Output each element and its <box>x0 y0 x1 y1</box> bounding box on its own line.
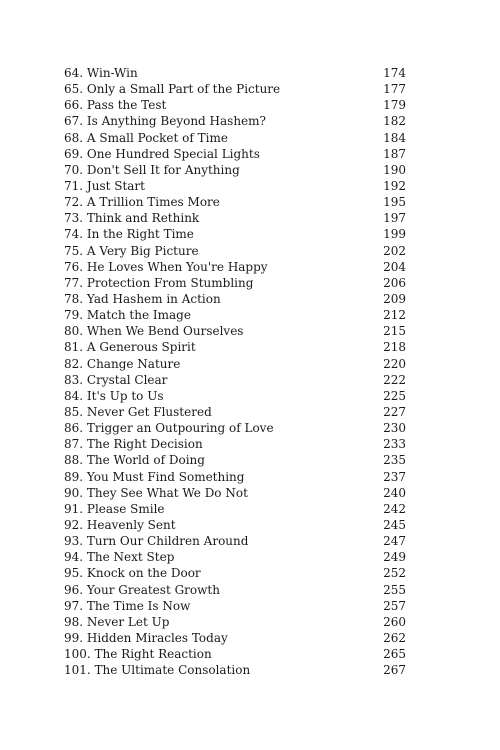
toc-entry-title: 96. Your Greatest Growth <box>64 582 220 597</box>
toc-entry <box>64 291 406 307</box>
toc-entry-page-number: 190 <box>383 162 406 177</box>
toc-entry <box>64 65 406 81</box>
toc-entry-page-number: 204 <box>383 259 406 274</box>
toc-entry-page-number: 267 <box>383 663 406 678</box>
toc-entry-title: 101. The Ultimate Consolation <box>64 663 251 678</box>
toc-entry <box>64 452 406 468</box>
toc-entry-title: 90. They See What We Do Not <box>64 485 248 500</box>
toc-entry-page-number: 255 <box>383 582 406 597</box>
toc-entry <box>64 323 406 339</box>
toc-entry-page-number: 202 <box>383 243 406 258</box>
toc-entry-page-number: 212 <box>383 308 406 323</box>
toc-entry-title: 84. It's Up to Us <box>64 388 164 403</box>
toc-entry-page-number: 227 <box>383 404 406 419</box>
toc-entry-title: 95. Knock on the Door <box>64 566 201 581</box>
toc-entry <box>64 517 406 533</box>
toc-entry-title: 70. Don't Sell It for Anything <box>64 162 240 177</box>
toc-entry <box>64 146 406 162</box>
toc-entry-page-number: 252 <box>383 566 406 581</box>
toc-entry-page-number: 265 <box>383 647 406 662</box>
toc-entry-title: 67. Is Anything Beyond Hashem? <box>64 114 266 129</box>
toc-entry <box>64 614 406 630</box>
toc-entry-title: 98. Never Let Up <box>64 614 170 629</box>
toc-entry <box>64 339 406 355</box>
toc-entry-title: 94. The Next Step <box>64 550 175 565</box>
toc-entry-title: 72. A Trillion Times More <box>64 195 220 210</box>
toc-entry-page-number: 242 <box>383 501 406 516</box>
toc-entry <box>64 372 406 388</box>
toc-entry-title: 81. A Generous Spirit <box>64 340 196 355</box>
toc-entry-page-number: 218 <box>383 340 406 355</box>
toc-entry-page-number: 249 <box>383 550 406 565</box>
toc-entry-title: 77. Protection From Stumbling <box>64 275 254 290</box>
toc-entry-page-number: 184 <box>383 130 406 145</box>
toc-entry <box>64 259 406 275</box>
toc-entry-title: 79. Match the Image <box>64 308 191 323</box>
toc-entry <box>64 436 406 452</box>
toc-entry <box>64 97 406 113</box>
toc-entry-page-number: 209 <box>383 291 406 306</box>
toc-entry-page-number: 230 <box>383 421 406 436</box>
toc-entry-title: 68. A Small Pocket of Time <box>64 130 228 145</box>
toc-entry-title: 64. Win-Win <box>64 66 138 80</box>
toc-entry <box>64 598 406 614</box>
toc-entry <box>64 646 406 662</box>
toc-entry <box>64 404 406 420</box>
toc-entry <box>64 210 406 226</box>
toc-entry-page-number: 222 <box>383 372 406 387</box>
toc-entry-page-number: 262 <box>383 630 406 645</box>
toc-entry-title: 87. The Right Decision <box>64 437 203 452</box>
toc-entry <box>64 275 406 291</box>
toc-entry-title: 69. One Hundred Special Lights <box>64 146 260 161</box>
toc-entry <box>64 565 406 581</box>
toc-entry-title: 66. Pass the Test <box>64 98 167 113</box>
toc-entry <box>64 130 406 146</box>
toc-entry-title: 85. Never Get Flustered <box>64 404 212 419</box>
toc-entry-page-number: 233 <box>383 437 406 452</box>
toc-entry <box>64 113 406 129</box>
toc-entry-page-number: 220 <box>383 356 406 371</box>
toc-entry-page-number: 240 <box>383 485 406 500</box>
toc-entry-page-number: 245 <box>383 517 406 532</box>
toc-entry-title: 83. Crystal Clear <box>64 372 168 387</box>
toc-entry-title: 88. The World of Doing <box>64 453 205 468</box>
toc-entry-title: 97. The Time Is Now <box>64 598 191 613</box>
toc-entry-title: 76. He Loves When You're Happy <box>64 259 268 274</box>
toc-entry-title: 100. The Right Reaction <box>64 647 212 662</box>
toc-entry-page-number: 182 <box>383 114 406 129</box>
toc-entry-title: 89. You Must Find Something <box>64 469 245 484</box>
toc-entry-page-number: 179 <box>383 98 406 113</box>
toc-entry-page-number: 192 <box>383 178 406 193</box>
toc-entry-page-number: 199 <box>383 227 406 242</box>
toc-entry-page-number: 195 <box>383 195 406 210</box>
toc-entry <box>64 549 406 565</box>
toc-entry <box>64 178 406 194</box>
toc-entry-title: 74. In the Right Time <box>64 227 194 242</box>
toc-entry <box>64 420 406 436</box>
table-of-contents <box>64 65 406 678</box>
toc-entry <box>64 388 406 404</box>
toc-entry <box>64 582 406 598</box>
toc-entry-title: 80. When We Bend Ourselves <box>64 324 244 339</box>
toc-entry-title: 92. Heavenly Sent <box>64 517 176 532</box>
toc-entry <box>64 243 406 259</box>
toc-entry-page-number: 237 <box>383 469 406 484</box>
toc-entry-page-number: 235 <box>383 453 406 468</box>
toc-entry <box>64 226 406 242</box>
toc-entry <box>64 662 406 678</box>
toc-entry-title: 93. Turn Our Children Around <box>64 534 249 549</box>
toc-entry <box>64 469 406 485</box>
toc-entry <box>64 356 406 372</box>
toc-entry <box>64 307 406 323</box>
toc-entry-page-number: 257 <box>383 598 406 613</box>
toc-entry-title: 65. Only a Small Part of the Picture <box>64 82 281 97</box>
toc-entry-title: 86. Trigger an Outpouring of Love <box>64 421 274 436</box>
toc-entry-page-number: 225 <box>383 388 406 403</box>
toc-entry <box>64 485 406 501</box>
toc-entry-title: 91. Please Smile <box>64 501 165 516</box>
toc-entry-page-number: 197 <box>383 211 406 226</box>
toc-entry-page-number: 187 <box>383 146 406 161</box>
toc-entry <box>64 81 406 97</box>
toc-entry-page-number: 247 <box>383 534 406 549</box>
toc-entry-title: 82. Change Nature <box>64 356 181 371</box>
toc-entry-page-number: 260 <box>383 614 406 629</box>
toc-entry-page-number: 174 <box>383 66 406 80</box>
toc-entry <box>64 194 406 210</box>
toc-entry-title: 75. A Very Big Picture <box>64 243 199 258</box>
toc-entry-title: 73. Think and Rethink <box>64 211 200 226</box>
toc-entry <box>64 630 406 646</box>
toc-entry-title: 78. Yad Hashem in Action <box>64 291 221 306</box>
toc-entry-title: 71. Just Start <box>64 178 145 193</box>
toc-entry <box>64 533 406 549</box>
toc-entry <box>64 162 406 178</box>
toc-entry-page-number: 177 <box>383 82 406 97</box>
toc-entry <box>64 501 406 517</box>
toc-entry-page-number: 215 <box>383 324 406 339</box>
toc-entry-title: 99. Hidden Miracles Today <box>64 630 228 645</box>
toc-entry-page-number: 206 <box>383 275 406 290</box>
